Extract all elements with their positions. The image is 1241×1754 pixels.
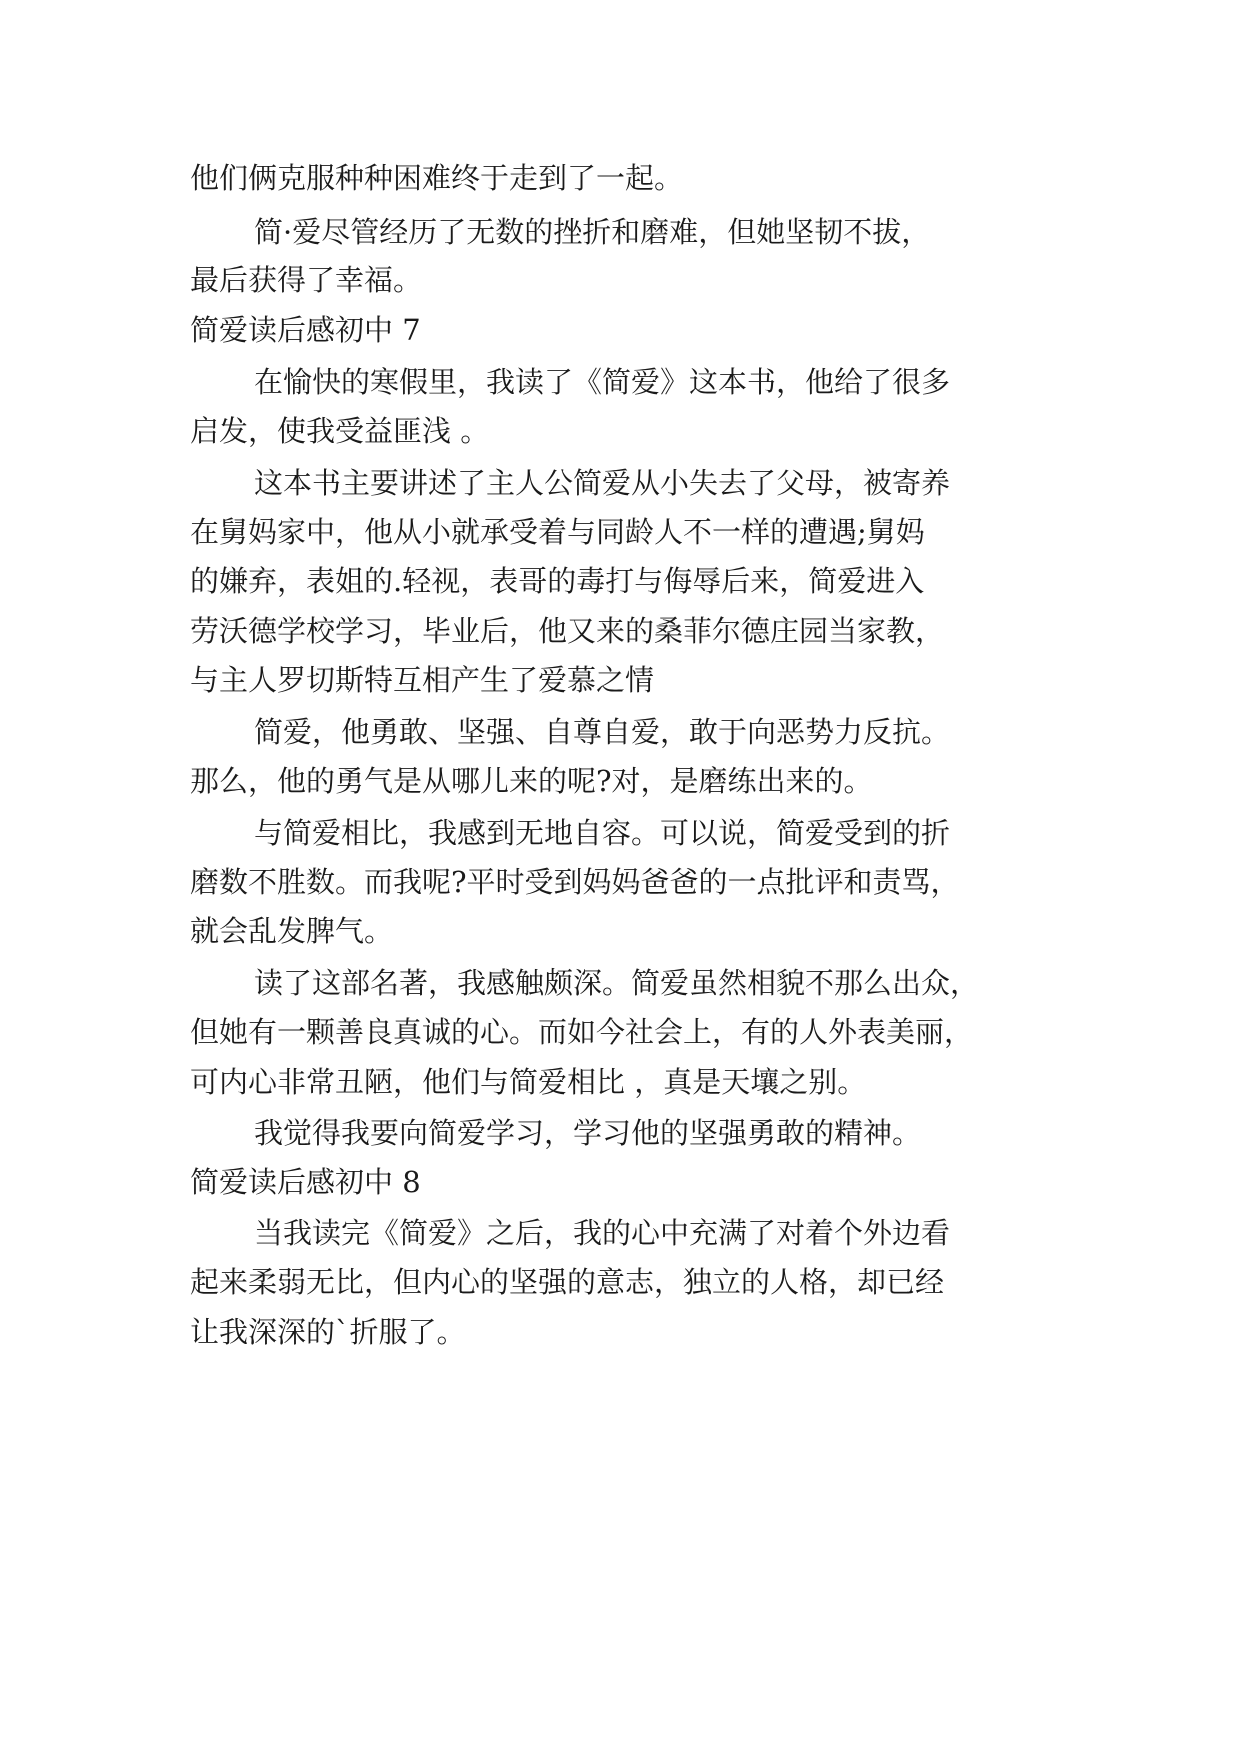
text-line: 让我深深的`折服了。 bbox=[190, 1315, 466, 1349]
text-line: 当我读完《简爱》之后，我的心中充满了对着个外边看 bbox=[254, 1216, 951, 1250]
text-line: 起来柔弱无比，但内心的坚强的意志，独立的人格，却已经 bbox=[190, 1265, 945, 1299]
text-line: 那么，他的勇气是从哪儿来的呢?对，是磨练出来的。 bbox=[190, 764, 873, 798]
text-line: 简爱，他勇敢、坚强、自尊自爱，敢于向恶势力反抗。 bbox=[254, 715, 951, 749]
text-line: 就会乱发脾气。 bbox=[190, 914, 394, 948]
section-heading-7: 简爱读后感初中 7 bbox=[190, 313, 421, 347]
text-line: 劳沃德学校学习，毕业后，他又来的桑菲尔德庄园当家教， bbox=[190, 614, 945, 648]
text-line: 可内心非常丑陋，他们与简爱相比 ，真是天壤之别。 bbox=[190, 1065, 867, 1099]
section-heading-8: 简爱读后感初中 8 bbox=[190, 1165, 421, 1199]
text-line: 他们俩克服种种困难终于走到了一起。 bbox=[190, 161, 684, 195]
text-line: 读了这部名著，我感触颇深。简爱虽然相貌不那么出众， bbox=[254, 966, 980, 1000]
text-line: 磨数不胜数。而我呢?平时受到妈妈爸爸的一点批评和责骂， bbox=[190, 865, 960, 899]
text-line: 这本书主要讲述了主人公简爱从小失去了父母，被寄养 bbox=[254, 466, 951, 500]
text-line: 最后获得了幸福。 bbox=[190, 263, 423, 297]
text-line: 在舅妈家中，他从小就承受着与同龄人不一样的遭遇;舅妈 bbox=[190, 515, 925, 549]
text-line: 与主人罗切斯特互相产生了爱慕之情 bbox=[190, 663, 655, 697]
text-line: 的嫌弃，表姐的.轻视，表哥的毒打与侮辱后来，简爱进入 bbox=[190, 564, 925, 598]
text-line: 我觉得我要向简爱学习，学习他的坚强勇敢的精神。 bbox=[254, 1116, 922, 1150]
text-line: 启发，使我受益匪浅 。 bbox=[190, 414, 490, 448]
text-line: 在愉快的寒假里，我读了《简爱》这本书，他给了很多 bbox=[254, 365, 951, 399]
text-line: 但她有一颗善良真诚的心。而如今社会上，有的人外表美丽， bbox=[190, 1015, 974, 1049]
text-line: 简·爱尽管经历了无数的挫折和磨难，但她坚韧不拔， bbox=[254, 215, 931, 249]
text-line: 与简爱相比，我感到无地自容。可以说，简爱受到的折 bbox=[254, 816, 951, 850]
